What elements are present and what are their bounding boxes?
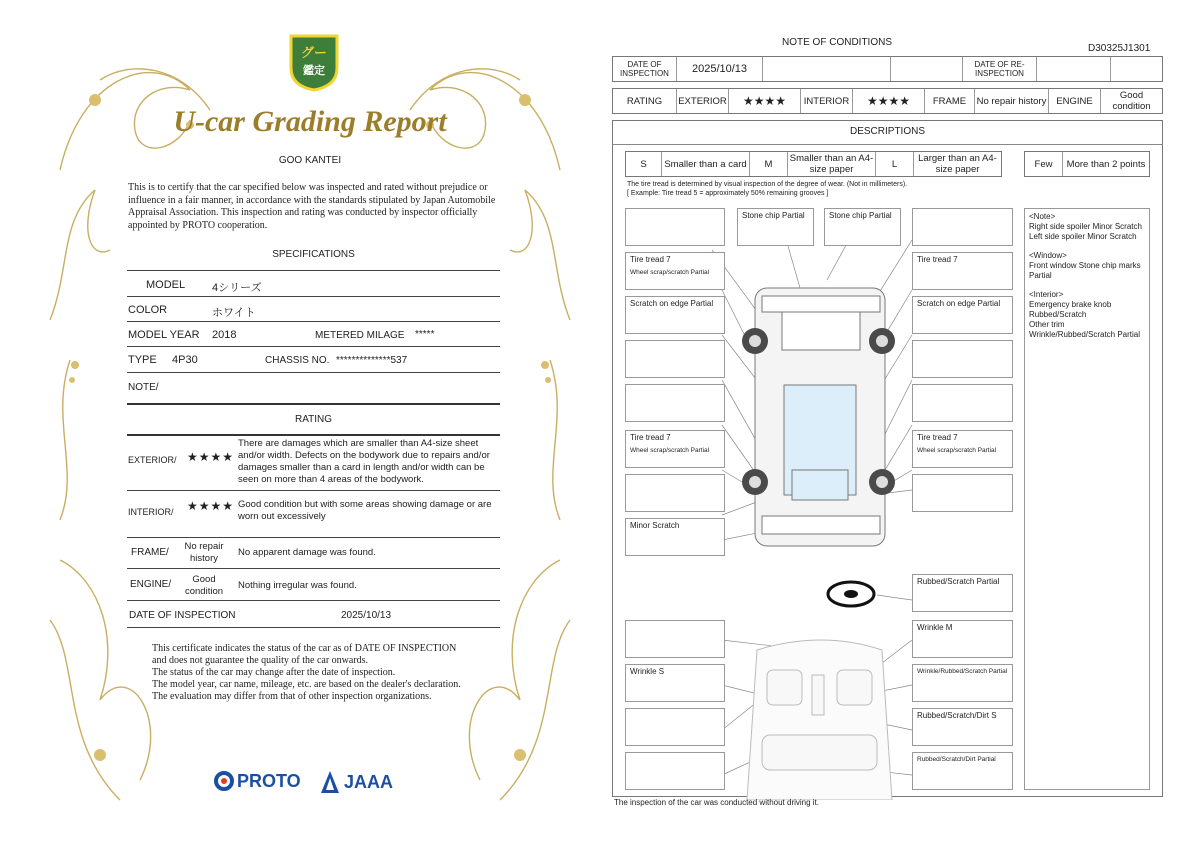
diagram-label-minor-scratch: Minor Scratch xyxy=(625,518,725,556)
rating-divider xyxy=(127,490,500,491)
diagram-label-empty xyxy=(625,752,725,790)
notes-line: Front window Stone chip marks Partial xyxy=(1029,261,1141,280)
diagram-label-steering: Rubbed/Scratch Partial xyxy=(912,574,1013,612)
diagram-label-scratch-edge: Scratch on edge Partial xyxy=(625,296,725,334)
diagram-label-stone-chip: Stone chip Partial xyxy=(824,208,901,246)
mileage-label: METERED MILAGE xyxy=(315,330,405,341)
engine-value: Good condition xyxy=(184,574,224,597)
frame-label: FRAME xyxy=(925,89,975,113)
notes-line: Right side spoiler Minor Scratch xyxy=(1029,222,1142,231)
model-label: MODEL xyxy=(146,279,186,291)
proto-logo-text: PROTO xyxy=(237,770,301,791)
diagram-label-front-right-tire: Tire tread 7 xyxy=(912,252,1013,290)
legend-key: L xyxy=(876,152,914,176)
notes-line: <Note> xyxy=(1029,212,1056,221)
spec-divider xyxy=(127,403,500,405)
diagram-label-empty xyxy=(912,384,1013,422)
frame-description: No apparent damage was found. xyxy=(238,547,376,558)
date-inspection-value: 2025/10/13 xyxy=(677,57,763,81)
date-value: 2025/10/13 xyxy=(341,610,392,621)
legend-few-text: More than 2 points xyxy=(1066,158,1146,170)
engine-label: ENGINE xyxy=(1049,89,1101,113)
tire-tread-text: Tire tread 7 xyxy=(917,433,958,442)
proto-logo-icon xyxy=(213,770,235,792)
rating-divider xyxy=(127,600,500,601)
date-label: DATE OF INSPECTION xyxy=(129,610,236,621)
engine-value: Good condition xyxy=(1112,90,1151,112)
tread-note xyxy=(627,180,907,198)
diagram-label-empty xyxy=(912,474,1013,512)
date-reinspection-label: DATE OF RE-INSPECTION xyxy=(963,57,1037,81)
chassis-label: CHASSIS NO. xyxy=(265,355,330,366)
exterior-stars: ★★★★ xyxy=(729,89,801,113)
few-legend xyxy=(1024,151,1150,177)
diagram-label-scratch-edge: Scratch on edge Partial xyxy=(912,296,1013,334)
mileage-value: ***** xyxy=(415,329,435,340)
rating-divider xyxy=(127,537,500,538)
spec-divider xyxy=(127,296,500,297)
notes-spacer xyxy=(1029,242,1145,251)
interior-label: INTERIOR xyxy=(801,89,853,113)
jaaa-logo-text: JAAA xyxy=(344,771,394,792)
certificate-intro: This is to certify that the car specified below was inspected and rated without prejudice or influence in a fair manner, in accordance with the standards stipulated by Japan Automobile Appraisal Association. This inspection and rating was conducted by inspector officially appointed by PROTO cooperation. xyxy=(128,182,496,231)
year-value: 2018 xyxy=(212,329,237,341)
descriptions-heading: DESCRIPTIONS xyxy=(849,126,925,137)
color-label: COLOR xyxy=(128,304,168,316)
proto-logo xyxy=(213,770,301,792)
rating-divider xyxy=(127,568,500,569)
frame-label: FRAME/ xyxy=(131,547,169,558)
certificate-subtitle: GOO KANTEI xyxy=(278,155,342,166)
frame-value: No repair history xyxy=(975,89,1049,113)
diagram-label-empty xyxy=(625,208,725,246)
wheel-scrap-text: Wheel scrap/scratch Partial xyxy=(630,269,710,276)
blank-cell xyxy=(1111,57,1162,81)
spec-divider xyxy=(127,346,500,347)
grading-certificate xyxy=(40,20,580,830)
diagram-label-empty xyxy=(912,208,1013,246)
badge-bottom-text: 鑑定 xyxy=(303,65,325,77)
goo-kantei-badge xyxy=(287,32,341,92)
notes-line: <Window> xyxy=(1029,251,1067,260)
diagram-label-rubbed-dirt: Rubbed/Scratch/Dirt Partial xyxy=(912,752,1013,790)
notes-line: <Interior> xyxy=(1029,290,1064,299)
badge-top-text: グー xyxy=(300,45,327,60)
diagram-label-empty xyxy=(625,708,725,746)
notes-line: Left side spoiler Minor Scratch xyxy=(1029,232,1137,241)
spec-divider xyxy=(127,321,500,322)
diagram-label-empty xyxy=(912,340,1013,378)
chassis-value: **************537 xyxy=(336,355,408,366)
exterior-description: There are damages which are smaller than A4-size sheet and/or width. Defects on the bodywork due to repairs and/or damages smaller than a card in length and/or width can be seen on more than 4 areas of the bodywork. xyxy=(238,438,490,485)
note-label: NOTE/ xyxy=(128,382,159,393)
exterior-stars: ★★★★ xyxy=(187,450,235,464)
spec-divider xyxy=(127,270,500,271)
interior-stars: ★★★★ xyxy=(187,499,235,513)
rating-label: RATING xyxy=(613,89,677,113)
diagram-label-wrinkle-rubbed: Wrinkle/Rubbed/Scratch Partial xyxy=(912,664,1013,702)
blank-cell xyxy=(891,57,963,81)
footer-line: This certificate indicates the status of the car as of DATE OF INSPECTION and does not guarantee the quality of the car onwards. xyxy=(152,643,457,666)
date-inspection-label: DATE OF INSPECTION xyxy=(613,57,677,81)
gold-ornament-border xyxy=(40,20,580,830)
date-reinspection-value xyxy=(1037,57,1111,81)
spec-divider xyxy=(127,372,500,373)
tire-tread-text: Tire tread 7 xyxy=(630,255,671,264)
interior-description: Good condition but with some areas showing damage or are worn out excessively xyxy=(238,499,492,522)
footer-line: The status of the car may change after the date of inspection. xyxy=(152,667,396,678)
rating-heading: RATING xyxy=(294,414,333,425)
blank-cell xyxy=(763,57,891,81)
engine-description: Nothing irregular was found. xyxy=(238,580,357,591)
legend-few-key: Few xyxy=(1025,152,1063,176)
sheet-footer: The inspection of the car was conducted without driving it. xyxy=(614,798,819,807)
footer-line: The evaluation may differ from that of other inspection organizations. xyxy=(152,691,432,702)
exterior-label: EXTERIOR xyxy=(677,89,729,113)
diagram-label-wrinkle-s: Wrinkle S xyxy=(625,664,725,702)
exterior-label: EXTERIOR/ xyxy=(128,455,177,465)
legend-key: S xyxy=(626,152,662,176)
legend-text: Smaller than an A4-size paper xyxy=(788,152,876,176)
document-id: D30325J1301 xyxy=(1088,43,1151,54)
spec-heading: SPECIFICATIONS xyxy=(272,249,355,260)
diagram-label-empty xyxy=(625,620,725,658)
size-legend xyxy=(625,151,1002,177)
tread-note-line: The tire tread is determined by visual inspection of the degree of wear. (Not in millimeters). xyxy=(627,181,908,188)
type-label: TYPE xyxy=(128,354,157,366)
diagram-label-rear-right-tire xyxy=(912,430,1013,468)
diagram-label-rubbed-dirt: Rubbed/Scratch/Dirt S xyxy=(912,708,1013,746)
engine-label: ENGINE/ xyxy=(130,579,172,590)
interior-label: INTERIOR/ xyxy=(128,507,174,517)
diagram-label-front-left-tire xyxy=(625,252,725,290)
descriptions-divider xyxy=(612,144,1163,145)
frame-value: No repair history xyxy=(184,541,224,564)
jaaa-logo-icon xyxy=(320,770,340,794)
diagram-label-empty xyxy=(625,474,725,512)
certificate-footer xyxy=(152,643,464,703)
sheet-title: NOTE OF CONDITIONS xyxy=(782,37,892,48)
color-value: ホワイト xyxy=(212,307,256,319)
rating-divider xyxy=(127,627,500,628)
wheel-scrap-text: Wheel scrap/scratch Partial xyxy=(630,447,710,454)
rating-row xyxy=(612,88,1163,114)
diagram-label-rear-left-tire xyxy=(625,430,725,468)
footer-line: The model year, car name, mileage, etc. are based on the dealer's declaration. xyxy=(152,679,461,690)
notes-line: Other trim Wrinkle/Rubbed/Scratch Partial xyxy=(1029,320,1141,339)
interior-stars: ★★★★ xyxy=(853,89,925,113)
year-label: MODEL YEAR xyxy=(128,329,200,341)
certificate-title: U-car Grading Report xyxy=(173,105,447,138)
steering-wheel-icon xyxy=(828,582,874,606)
tire-tread-text: Tire tread 7 xyxy=(630,433,671,442)
diagram-label-empty xyxy=(625,384,725,422)
model-value: 4シリーズ xyxy=(212,282,262,294)
notes-panel xyxy=(1024,208,1150,790)
notes-spacer xyxy=(1029,281,1145,290)
legend-text: Smaller than a card xyxy=(662,152,750,176)
legend-key: M xyxy=(750,152,788,176)
diagram-label-empty xyxy=(625,340,725,378)
legend-text: Larger than an A4-size paper xyxy=(918,153,997,175)
diagram-label-wrinkle-m: Wrinkle M xyxy=(912,620,1013,658)
type-value: 4P30 xyxy=(172,354,198,366)
notes-line: Emergency brake knob Rubbed/Scratch xyxy=(1029,300,1112,319)
jaaa-logo xyxy=(320,770,393,794)
diagram-label-stone-chip: Stone chip Partial xyxy=(737,208,814,246)
wheel-scrap-text: Wheel scrap/scratch Partial xyxy=(917,447,997,454)
date-row xyxy=(612,56,1163,82)
rating-divider xyxy=(127,434,500,436)
tread-note-line: [ Example: Tire tread 5 = approximately 50% remaining grooves ] xyxy=(627,190,829,197)
